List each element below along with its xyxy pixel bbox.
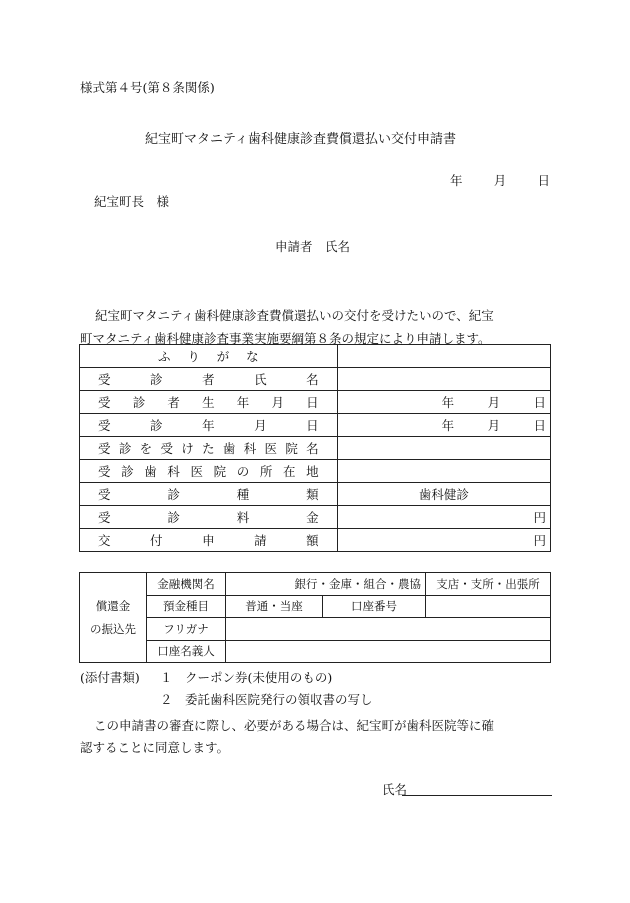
attachment-item-2: ２ 委託歯科医院発行の領収書の写し — [160, 692, 373, 707]
consent-text-line-1: この申請書の審査に際し、必要がある場合は、紀宝町が歯科医院等に確 — [94, 718, 495, 733]
table-row — [80, 506, 551, 529]
table-row — [80, 595, 551, 618]
table-row — [80, 368, 551, 391]
patient-name-input[interactable] — [337, 368, 550, 391]
institution-types[interactable]: 銀行・金庫・組合・農協 — [226, 573, 426, 596]
account-holder-label: 口座名義人 — [147, 640, 226, 663]
attachments-label: (添付書類) — [80, 670, 140, 685]
table-row — [80, 437, 551, 460]
attachment-item-1: １ クーポン券(未使用のもの) — [160, 670, 333, 685]
table-row — [80, 414, 551, 437]
clinic-address-input[interactable] — [337, 460, 550, 483]
signature-label: 氏名 — [382, 782, 408, 797]
exam-date-label: 受 診 年 月 日 — [98, 418, 319, 433]
bank-transfer-table — [79, 572, 551, 663]
date-day-label: 日 — [537, 173, 550, 188]
date-month-label: 月 — [493, 173, 507, 188]
form-title: 紀宝町マタニティ歯科健康診査費償還払い交付申請書 — [145, 132, 456, 147]
date-year-label: 年 — [450, 173, 463, 188]
bank-section-label-line-2: の振込先 — [90, 621, 136, 636]
date-line — [450, 171, 550, 189]
patient-name-label: 受 診 者 氏 名 — [98, 372, 319, 387]
exam-fee-input[interactable]: 円 — [337, 506, 550, 529]
body-text-line-2: 町マタニティ歯科健康診査事業実施要綱第８条の規定により申請します。 — [80, 331, 491, 346]
body-text-line-1: 紀宝町マタニティ歯科健康診査費償還払いの交付を受けたいので、紀宝 — [95, 308, 494, 323]
table-row — [80, 483, 551, 506]
account-holder-input[interactable] — [226, 640, 551, 663]
birthdate-units: 年 月 日 — [441, 395, 546, 410]
table-row — [80, 391, 551, 414]
table-row — [80, 573, 551, 596]
clinic-name-label: 受 診 を 受 け た 歯 科 医 院 名 — [98, 441, 319, 456]
bank-section-label — [80, 573, 147, 663]
requested-amount-input[interactable]: 円 — [337, 529, 550, 552]
clinic-name-input[interactable] — [337, 437, 550, 460]
exam-type-value: 歯科健診 — [337, 483, 550, 506]
furigana-label-cell — [80, 345, 338, 368]
consent-text-line-2: 認することに同意します。 — [80, 740, 230, 755]
exam-date-units: 年 月 日 — [441, 418, 546, 433]
birthdate-input[interactable] — [337, 391, 550, 414]
furigana-input[interactable] — [337, 345, 550, 368]
table-row — [80, 640, 551, 663]
bank-section-label-line-1: 償還金 — [95, 598, 131, 613]
table-row — [80, 618, 551, 641]
form-number: 様式第４号(第８条関係) — [80, 80, 215, 95]
exam-type-label: 受 診 種 類 — [98, 487, 319, 502]
exam-date-input[interactable] — [337, 414, 550, 437]
account-number-input[interactable] — [426, 595, 551, 618]
table-row — [80, 529, 551, 552]
applicant-name-label: 申請者 氏名 — [275, 239, 351, 254]
account-number-label: 口座番号 — [323, 595, 426, 618]
table-row — [80, 460, 551, 483]
furigana-label: フリガナ — [147, 618, 226, 641]
birthdate-label: 受 診 者 生 年 月 日 — [98, 395, 319, 410]
account-type-options[interactable]: 普通・当座 — [226, 595, 323, 618]
table-row — [80, 345, 551, 368]
account-furigana-input[interactable] — [226, 618, 551, 641]
addressee: 紀宝町長 様 — [94, 194, 170, 209]
institution-label: 金融機関名 — [147, 573, 226, 596]
requested-amount-label: 交 付 申 請 額 — [98, 533, 319, 548]
signature-line[interactable] — [402, 795, 552, 796]
branch-types[interactable]: 支店・支所・出張所 — [426, 573, 551, 596]
clinic-address-label: 受 診 歯 科 医 院 の 所 在 地 — [98, 464, 319, 479]
furigana-label: ふ り が な — [158, 349, 259, 364]
exam-fee-label: 受 診 料 金 — [98, 510, 319, 525]
application-details-table — [79, 344, 551, 552]
account-type-label: 預金種目 — [147, 595, 226, 618]
